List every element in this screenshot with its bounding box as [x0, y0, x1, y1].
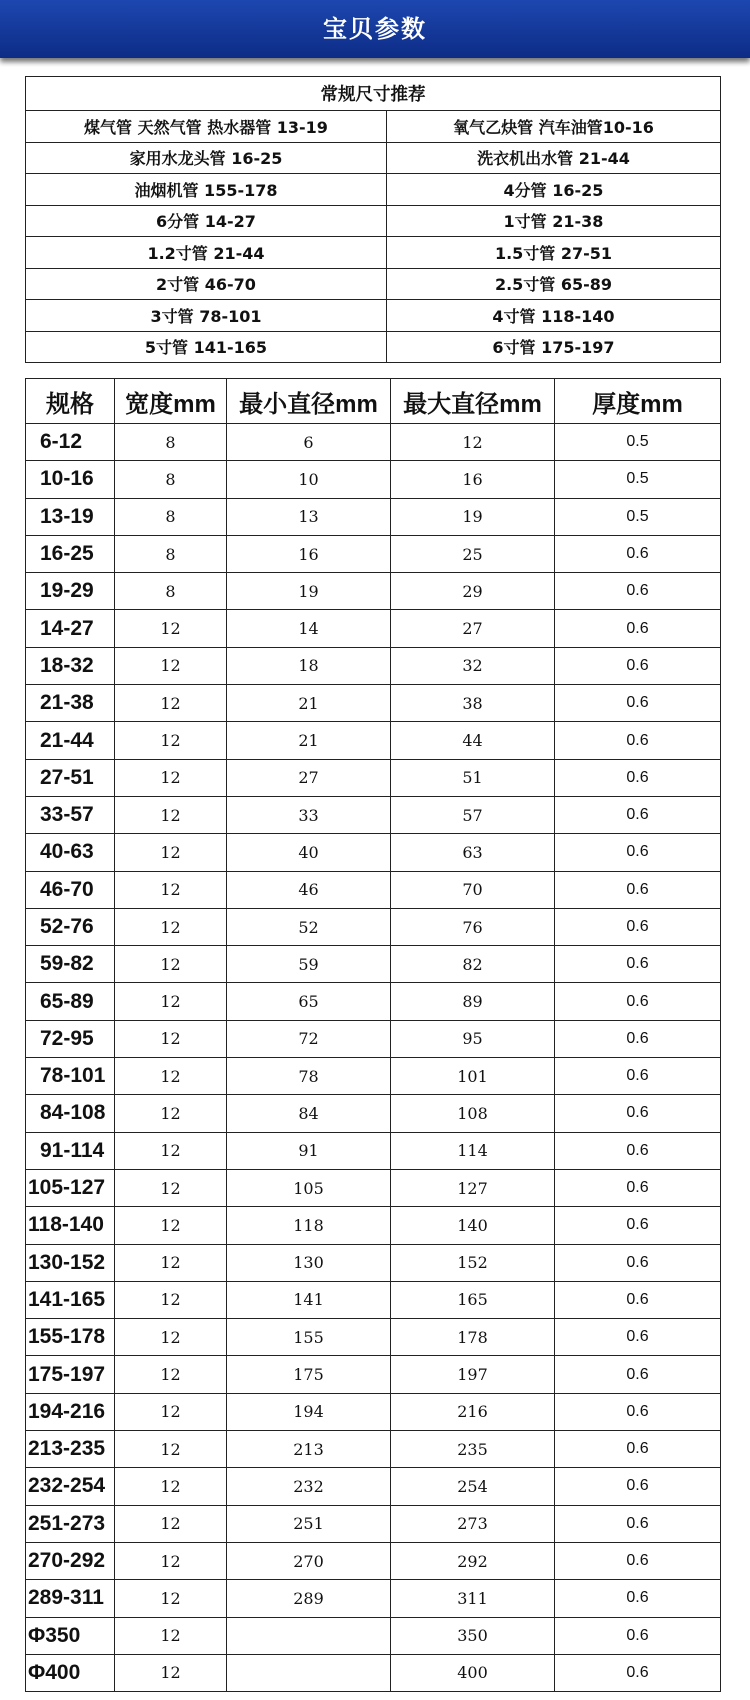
- spec-name-cell: 10-16: [26, 461, 115, 498]
- col-max-cell: 108: [391, 1095, 555, 1132]
- col-width-cell: 12: [115, 722, 227, 759]
- col-min-cell: 18: [227, 647, 391, 684]
- col-thk-cell: 0.6: [555, 1020, 721, 1057]
- spec-row: [26, 1058, 721, 1095]
- recommend-cell: 2.5寸管 65-89: [387, 268, 721, 300]
- col-width-cell: 12: [115, 1505, 227, 1542]
- col-min-cell: 232: [227, 1468, 391, 1505]
- recommend-cell: 1.5寸管 27-51: [387, 237, 721, 269]
- col-thk-cell: 0.6: [555, 722, 721, 759]
- col-thk-cell: 0.6: [555, 685, 721, 722]
- spec-name-cell: 21-38: [26, 685, 115, 722]
- spec-row: [26, 1244, 721, 1281]
- spec-row: [26, 1654, 721, 1691]
- col-min-cell: 21: [227, 685, 391, 722]
- spec-name-cell: 14-27: [26, 610, 115, 647]
- col-min-cell: 78: [227, 1058, 391, 1095]
- col-max-cell: 63: [391, 834, 555, 871]
- col-thk-cell: 0.6: [555, 1244, 721, 1281]
- col-min-cell: [227, 1617, 391, 1654]
- col-thk-cell: 0.6: [555, 1356, 721, 1393]
- col-min-cell: 6: [227, 424, 391, 461]
- col-thk-cell: 0.6: [555, 1319, 721, 1356]
- col-width-cell: 12: [115, 685, 227, 722]
- col-thk-cell: 0.6: [555, 1169, 721, 1206]
- spec-row: [26, 1020, 721, 1057]
- col-max-cell: 165: [391, 1281, 555, 1318]
- col-min-cell: 16: [227, 535, 391, 572]
- spec-name-cell: 33-57: [26, 796, 115, 833]
- spec-row: [26, 685, 721, 722]
- col-max-cell: 140: [391, 1207, 555, 1244]
- spec-name-cell: 16-25: [26, 535, 115, 572]
- recommend-table: [25, 76, 721, 363]
- spec-row: [26, 946, 721, 983]
- col-width-cell: 12: [115, 871, 227, 908]
- col-max-cell: 16: [391, 461, 555, 498]
- col-width-cell: 12: [115, 1095, 227, 1132]
- spec-row: [26, 1617, 721, 1654]
- spec-row: [26, 1319, 721, 1356]
- recommend-row: [26, 111, 721, 143]
- recommend-title-row: [26, 77, 721, 111]
- col-thk-cell: 0.5: [555, 498, 721, 535]
- recommend-cell: 1.2寸管 21-44: [26, 237, 387, 269]
- banner-title: 宝贝参数: [323, 14, 427, 43]
- col-min-cell: 40: [227, 834, 391, 871]
- recommend-cell: 油烟机管 155-178: [26, 174, 387, 206]
- recommend-cell: 6分管 14-27: [26, 205, 387, 237]
- spec-name-cell: 27-51: [26, 759, 115, 796]
- spec-name-cell: 289-311: [26, 1580, 115, 1617]
- col-min-cell: 19: [227, 573, 391, 610]
- col-thk-cell: 0.6: [555, 535, 721, 572]
- spec-row: [26, 1169, 721, 1206]
- col-min-cell: 130: [227, 1244, 391, 1281]
- recommend-cell: 氧气乙炔管 汽车油管10-16: [387, 111, 721, 143]
- spec-row: [26, 1431, 721, 1468]
- spec-name-cell: 21-44: [26, 722, 115, 759]
- spec-row: [26, 796, 721, 833]
- recommend-row: [26, 174, 721, 206]
- spec-row: [26, 1207, 721, 1244]
- col-width-cell: 12: [115, 1393, 227, 1430]
- col-max-cell: 254: [391, 1468, 555, 1505]
- spec-row: [26, 1281, 721, 1318]
- spec-row: [26, 1468, 721, 1505]
- col-min-cell: 13: [227, 498, 391, 535]
- col-min-cell: 72: [227, 1020, 391, 1057]
- col-width-cell: 12: [115, 647, 227, 684]
- col-max-cell: 76: [391, 908, 555, 945]
- col-width-cell: 12: [115, 1319, 227, 1356]
- recommend-cell: 1寸管 21-38: [387, 205, 721, 237]
- col-min-cell: 270: [227, 1542, 391, 1579]
- recommend-row: [26, 331, 721, 363]
- col-min-cell: 33: [227, 796, 391, 833]
- col-max-cell: 51: [391, 759, 555, 796]
- col-max-cell: 57: [391, 796, 555, 833]
- col-thk-cell: 0.6: [555, 796, 721, 833]
- spec-name-cell: 65-89: [26, 983, 115, 1020]
- col-max-cell: 25: [391, 535, 555, 572]
- spec-row: [26, 1095, 721, 1132]
- col-width-cell: 12: [115, 1020, 227, 1057]
- col-width-cell: 12: [115, 796, 227, 833]
- spec-name-cell: 141-165: [26, 1281, 115, 1318]
- header-cell: 规格: [26, 379, 115, 424]
- col-width-cell: 12: [115, 1132, 227, 1169]
- col-min-cell: [227, 1654, 391, 1691]
- spec-row: [26, 1542, 721, 1579]
- col-width-cell: 8: [115, 535, 227, 572]
- col-thk-cell: 0.5: [555, 424, 721, 461]
- spec-row: [26, 573, 721, 610]
- col-max-cell: 38: [391, 685, 555, 722]
- col-min-cell: 27: [227, 759, 391, 796]
- recommend-cell: 3寸管 78-101: [26, 300, 387, 332]
- spec-name-cell: 130-152: [26, 1244, 115, 1281]
- col-max-cell: 114: [391, 1132, 555, 1169]
- col-min-cell: 175: [227, 1356, 391, 1393]
- spec-header-row: [26, 379, 721, 424]
- recommend-cell: 煤气管 天然气管 热水器管 13-19: [26, 111, 387, 143]
- spec-name-cell: 232-254: [26, 1468, 115, 1505]
- col-width-cell: 8: [115, 573, 227, 610]
- col-max-cell: 29: [391, 573, 555, 610]
- col-max-cell: 292: [391, 1542, 555, 1579]
- spec-row: [26, 908, 721, 945]
- spec-name-cell: 59-82: [26, 946, 115, 983]
- col-width-cell: 12: [115, 1580, 227, 1617]
- spec-name-cell: 175-197: [26, 1356, 115, 1393]
- col-thk-cell: 0.5: [555, 461, 721, 498]
- col-thk-cell: 0.6: [555, 946, 721, 983]
- col-max-cell: 152: [391, 1244, 555, 1281]
- col-thk-cell: 0.6: [555, 573, 721, 610]
- recommend-row: [26, 268, 721, 300]
- col-max-cell: 44: [391, 722, 555, 759]
- col-width-cell: 12: [115, 1542, 227, 1579]
- col-min-cell: 10: [227, 461, 391, 498]
- col-thk-cell: 0.6: [555, 983, 721, 1020]
- col-thk-cell: 0.6: [555, 647, 721, 684]
- col-width-cell: 12: [115, 1058, 227, 1095]
- spec-name-cell: 52-76: [26, 908, 115, 945]
- spec-name-cell: 251-273: [26, 1505, 115, 1542]
- col-thk-cell: 0.6: [555, 1580, 721, 1617]
- recommend-cell: 5寸管 141-165: [26, 331, 387, 363]
- spec-row: [26, 834, 721, 871]
- col-min-cell: 21: [227, 722, 391, 759]
- col-max-cell: 350: [391, 1617, 555, 1654]
- col-max-cell: 19: [391, 498, 555, 535]
- spec-row: [26, 610, 721, 647]
- recommend-row: [26, 205, 721, 237]
- col-thk-cell: 0.6: [555, 834, 721, 871]
- spec-name-cell: Φ350: [26, 1617, 115, 1654]
- spec-name-cell: 78-101: [26, 1058, 115, 1095]
- col-width-cell: 12: [115, 759, 227, 796]
- spec-name-cell: 46-70: [26, 871, 115, 908]
- recommend-cell: 6寸管 175-197: [387, 331, 721, 363]
- spec-row: [26, 871, 721, 908]
- recommend-row: [26, 237, 721, 269]
- col-min-cell: 46: [227, 871, 391, 908]
- col-thk-cell: 0.6: [555, 871, 721, 908]
- spec-row: [26, 1132, 721, 1169]
- col-min-cell: 14: [227, 610, 391, 647]
- col-thk-cell: 0.6: [555, 1095, 721, 1132]
- col-thk-cell: 0.6: [555, 1058, 721, 1095]
- col-width-cell: 12: [115, 834, 227, 871]
- header-cell: 最小直径mm: [227, 379, 391, 424]
- col-width-cell: 12: [115, 1356, 227, 1393]
- spec-row: [26, 1505, 721, 1542]
- spec-name-cell: 213-235: [26, 1431, 115, 1468]
- spec-name-cell: 6-12: [26, 424, 115, 461]
- spec-row: [26, 759, 721, 796]
- col-min-cell: 251: [227, 1505, 391, 1542]
- recommend-title: 常规尺寸推荐: [26, 77, 721, 111]
- recommend-cell: 2寸管 46-70: [26, 268, 387, 300]
- col-thk-cell: 0.6: [555, 1542, 721, 1579]
- spec-name-cell: 118-140: [26, 1207, 115, 1244]
- col-thk-cell: 0.6: [555, 1468, 721, 1505]
- col-thk-cell: 0.6: [555, 1207, 721, 1244]
- col-width-cell: 12: [115, 1169, 227, 1206]
- col-max-cell: 216: [391, 1393, 555, 1430]
- col-width-cell: 12: [115, 1617, 227, 1654]
- col-thk-cell: 0.6: [555, 1281, 721, 1318]
- col-width-cell: 12: [115, 610, 227, 647]
- col-thk-cell: 0.6: [555, 759, 721, 796]
- col-max-cell: 89: [391, 983, 555, 1020]
- col-max-cell: 400: [391, 1654, 555, 1691]
- spec-row: [26, 461, 721, 498]
- spec-table: [25, 378, 721, 1692]
- col-width-cell: 12: [115, 1281, 227, 1318]
- spec-row: [26, 424, 721, 461]
- spec-name-cell: 13-19: [26, 498, 115, 535]
- col-width-cell: 8: [115, 461, 227, 498]
- spec-name-cell: 19-29: [26, 573, 115, 610]
- spec-name-cell: 72-95: [26, 1020, 115, 1057]
- col-min-cell: 213: [227, 1431, 391, 1468]
- col-width-cell: 12: [115, 1431, 227, 1468]
- spec-name-cell: 84-108: [26, 1095, 115, 1132]
- header-cell: 宽度mm: [115, 379, 227, 424]
- spec-row: [26, 535, 721, 572]
- col-width-cell: 12: [115, 1207, 227, 1244]
- col-max-cell: 311: [391, 1580, 555, 1617]
- spec-row: [26, 722, 721, 759]
- col-max-cell: 82: [391, 946, 555, 983]
- spec-name-cell: 155-178: [26, 1319, 115, 1356]
- header-cell: 最大直径mm: [391, 379, 555, 424]
- spec-row: [26, 983, 721, 1020]
- recommend-row: [26, 300, 721, 332]
- spec-name-cell: 105-127: [26, 1169, 115, 1206]
- col-min-cell: 84: [227, 1095, 391, 1132]
- col-max-cell: 12: [391, 424, 555, 461]
- col-width-cell: 12: [115, 908, 227, 945]
- col-width-cell: 8: [115, 498, 227, 535]
- col-max-cell: 32: [391, 647, 555, 684]
- header-cell: 厚度mm: [555, 379, 721, 424]
- col-max-cell: 178: [391, 1319, 555, 1356]
- col-max-cell: 95: [391, 1020, 555, 1057]
- col-min-cell: 155: [227, 1319, 391, 1356]
- col-min-cell: 118: [227, 1207, 391, 1244]
- col-thk-cell: 0.6: [555, 610, 721, 647]
- recommend-cell: 洗衣机出水管 21-44: [387, 142, 721, 174]
- col-min-cell: 141: [227, 1281, 391, 1318]
- spec-name-cell: 194-216: [26, 1393, 115, 1430]
- col-width-cell: 12: [115, 983, 227, 1020]
- col-width-cell: 8: [115, 424, 227, 461]
- col-min-cell: 105: [227, 1169, 391, 1206]
- spec-row: [26, 498, 721, 535]
- col-max-cell: 101: [391, 1058, 555, 1095]
- col-max-cell: 70: [391, 871, 555, 908]
- col-max-cell: 273: [391, 1505, 555, 1542]
- spec-name-cell: 18-32: [26, 647, 115, 684]
- col-thk-cell: 0.6: [555, 1654, 721, 1691]
- spec-name-cell: 91-114: [26, 1132, 115, 1169]
- recommend-cell: 4分管 16-25: [387, 174, 721, 206]
- spec-row: [26, 1356, 721, 1393]
- spec-row: [26, 1393, 721, 1430]
- spec-name-cell: Φ400: [26, 1654, 115, 1691]
- col-thk-cell: 0.6: [555, 1505, 721, 1542]
- recommend-cell: 4寸管 118-140: [387, 300, 721, 332]
- col-max-cell: 235: [391, 1431, 555, 1468]
- col-width-cell: 12: [115, 1244, 227, 1281]
- recommend-row: [26, 142, 721, 174]
- banner: [0, 0, 750, 58]
- col-min-cell: 59: [227, 946, 391, 983]
- col-width-cell: 12: [115, 1654, 227, 1691]
- col-min-cell: 65: [227, 983, 391, 1020]
- col-min-cell: 52: [227, 908, 391, 945]
- col-max-cell: 27: [391, 610, 555, 647]
- col-thk-cell: 0.6: [555, 1132, 721, 1169]
- col-width-cell: 12: [115, 946, 227, 983]
- col-min-cell: 91: [227, 1132, 391, 1169]
- col-min-cell: 289: [227, 1580, 391, 1617]
- spec-row: [26, 647, 721, 684]
- col-thk-cell: 0.6: [555, 908, 721, 945]
- spec-name-cell: 270-292: [26, 1542, 115, 1579]
- recommend-cell: 家用水龙头管 16-25: [26, 142, 387, 174]
- col-min-cell: 194: [227, 1393, 391, 1430]
- col-thk-cell: 0.6: [555, 1617, 721, 1654]
- spec-name-cell: 40-63: [26, 834, 115, 871]
- col-thk-cell: 0.6: [555, 1431, 721, 1468]
- spec-row: [26, 1580, 721, 1617]
- col-thk-cell: 0.6: [555, 1393, 721, 1430]
- col-max-cell: 127: [391, 1169, 555, 1206]
- col-width-cell: 12: [115, 1468, 227, 1505]
- col-max-cell: 197: [391, 1356, 555, 1393]
